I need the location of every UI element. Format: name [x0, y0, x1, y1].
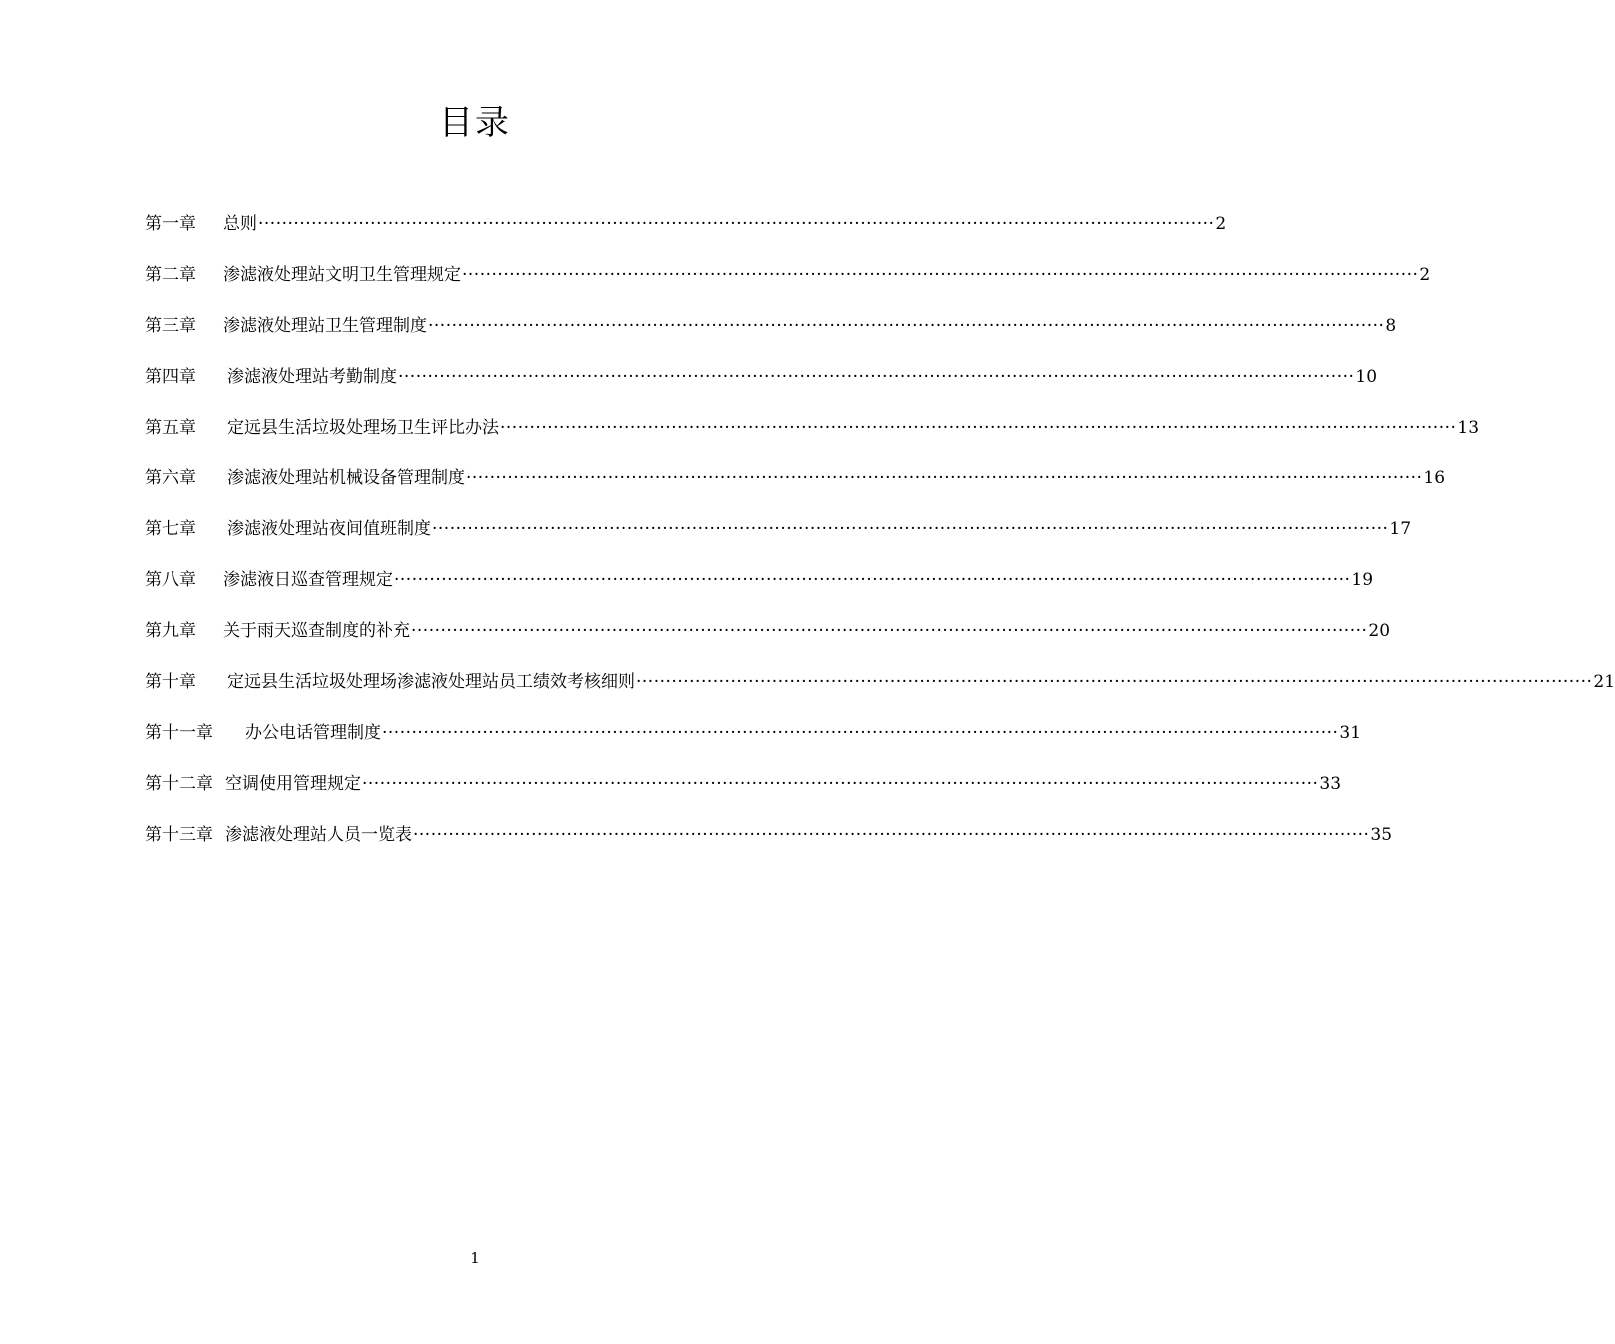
toc-entry[interactable]: [145, 360, 1378, 411]
toc-dot-leader: [411, 614, 1367, 648]
page-number: 1: [470, 1249, 480, 1267]
toc-entry[interactable]: [145, 563, 1374, 614]
toc-page-number: 17: [1389, 519, 1412, 540]
toc-page-number: 10: [1355, 366, 1378, 387]
toc-chapter-label: 第八章: [145, 570, 196, 591]
toc-chapter-label: 第七章: [145, 519, 196, 540]
toc-chapter-label: 第三章: [145, 315, 196, 336]
toc-entry[interactable]: [145, 411, 1480, 462]
toc-chapter-label: 第九章: [145, 621, 196, 642]
toc-entry[interactable]: [145, 665, 1615, 716]
toc-entry[interactable]: [145, 512, 1412, 563]
toc-heading: 定远县生活垃圾处理场渗滤液处理站员工绩效考核细则: [227, 672, 635, 693]
toc-chapter-label: 第十章: [145, 672, 196, 693]
toc-page-number: 35: [1370, 824, 1393, 845]
toc-chapter-label: 第六章: [145, 468, 196, 489]
toc-chapter-label: 第十二章: [145, 773, 213, 794]
toc-entry[interactable]: [145, 258, 1431, 309]
toc-heading: 定远县生活垃圾处理场卫生评比办法: [227, 417, 499, 438]
toc-heading: 渗滤液处理站人员一览表: [225, 824, 412, 845]
toc-entry[interactable]: [145, 716, 1362, 767]
toc-dot-leader: [466, 461, 1422, 495]
toc-page-number: 13: [1457, 417, 1480, 438]
toc-dot-leader: [413, 818, 1369, 852]
toc-chapter-label: 第四章: [145, 366, 196, 387]
toc-page-number: 33: [1319, 773, 1342, 794]
toc-entry[interactable]: [145, 767, 1342, 818]
toc-dot-leader: [428, 309, 1384, 343]
toc-dot-leader: [432, 512, 1388, 546]
toc-heading: 渗滤液日巡查管理规定: [223, 570, 393, 591]
toc-heading: 空调使用管理规定: [225, 773, 361, 794]
toc-heading: 渗滤液处理站卫生管理制度: [223, 315, 427, 336]
toc-entry[interactable]: [145, 461, 1446, 512]
toc-dot-leader: [382, 716, 1338, 750]
toc-dot-leader: [462, 258, 1418, 292]
toc-heading: 渗滤液处理站夜间值班制度: [227, 519, 431, 540]
toc-page-number: 2: [1215, 214, 1227, 234]
toc-chapter-label: 第十一章: [145, 722, 213, 743]
toc-heading: 渗滤液处理站文明卫生管理规定: [223, 264, 461, 285]
toc-page-number: 19: [1351, 570, 1374, 591]
toc-dot-leader: [500, 411, 1456, 445]
toc-dot-leader: [636, 665, 1592, 699]
toc-chapter-label: 第一章: [145, 214, 196, 234]
toc-title: 目录: [439, 103, 511, 143]
toc-heading: 关于雨天巡查制度的补充: [223, 621, 410, 642]
toc-page-number: 20: [1368, 621, 1391, 642]
toc-dot-leader: [398, 360, 1354, 394]
toc-chapter-label: 第二章: [145, 264, 196, 285]
toc-heading: 渗滤液处理站机械设备管理制度: [227, 468, 465, 489]
toc-heading: 办公电话管理制度: [245, 722, 381, 743]
toc-dot-leader: [258, 207, 1214, 241]
toc-page-number: 16: [1423, 468, 1446, 489]
toc-heading: 总则: [223, 214, 257, 234]
toc-page-number: 8: [1385, 315, 1397, 336]
toc-chapter-label: 第十三章: [145, 824, 213, 845]
toc-chapter-label: 第五章: [145, 417, 196, 438]
toc-page-number: 31: [1339, 722, 1362, 743]
toc-entry[interactable]: [145, 309, 1397, 360]
toc-entry[interactable]: [145, 818, 1393, 869]
toc-page-number: 2: [1419, 264, 1431, 285]
toc-dot-leader: [362, 767, 1318, 801]
toc-entry[interactable]: [145, 207, 1227, 258]
toc-dot-leader: [394, 563, 1350, 597]
toc-page-number: 21: [1593, 672, 1615, 693]
toc-heading: 渗滤液处理站考勤制度: [227, 366, 397, 387]
toc-entry[interactable]: [145, 614, 1391, 665]
toc-list: [145, 207, 1615, 869]
